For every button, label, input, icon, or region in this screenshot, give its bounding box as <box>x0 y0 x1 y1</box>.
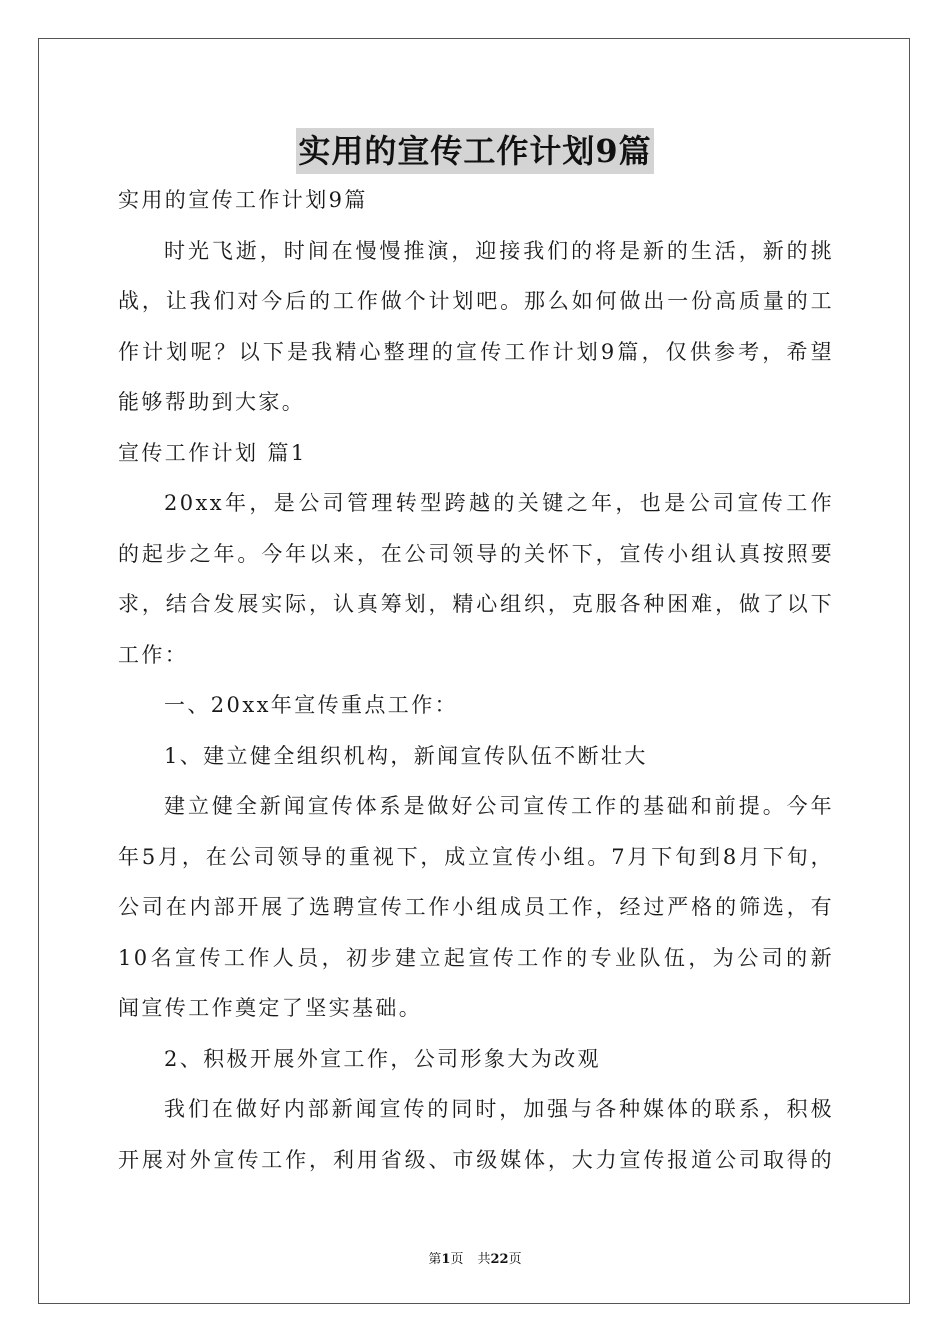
text-line: 的起步之年。今年以来，在公司领导的关怀下，宣传小组认真按照要 <box>118 541 834 566</box>
text-line: 能够帮助到大家。 <box>118 390 306 414</box>
text-line: 1、建立健全组织机构，新闻宣传队伍不断壮大 <box>164 743 648 768</box>
text-line: 建立健全新闻宣传体系是做好公司宣传工作的基础和前提。今年 <box>164 794 834 818</box>
text-line: 一、20xx年宣传重点工作： <box>164 693 459 717</box>
text-line: 2、积极开展外宣工作，公司形象大为改观 <box>164 1046 601 1071</box>
text-line: 我们在做好内部新闻宣传的同时，加强与各种媒体的联系，积极 <box>164 1097 834 1121</box>
text-line: 10名宣传工作人员，初步建立起宣传工作的专业队伍，为公司的新 <box>118 945 834 970</box>
title-container <box>0 128 950 174</box>
text-line: 20xx年，是公司管理转型跨越的关键之年，也是公司宣传工作 <box>164 491 834 515</box>
text-line: 作计划呢？以下是我精心整理的宣传工作计划9篇，仅供参考，希望 <box>118 339 834 364</box>
page-number-label: 第1页 <box>428 1252 464 1267</box>
text-line: 时光飞逝，时间在慢慢推演，迎接我们的将是新的生活，新的挑 <box>164 238 834 263</box>
page-total-label: 共22页 <box>477 1252 522 1267</box>
text-line: 开展对外宣传工作，利用省级、市级媒体，大力宣传报道公司取得的 <box>118 1147 834 1172</box>
text-line: 工作： <box>118 642 189 667</box>
paragraph-lines <box>118 226 834 1186</box>
text-line: 公司在内部开展了选聘宣传工作小组成员工作，经过严格的筛选，有 <box>118 895 834 919</box>
document-body <box>118 175 834 1185</box>
text-line: 宣传工作计划 篇1 <box>118 440 307 465</box>
text-line: 战，让我们对今后的工作做个计划吧。那么如何做出一份高质量的工 <box>118 289 834 313</box>
page-footer <box>0 1248 950 1267</box>
document-title: 实用的宣传工作计划9篇 <box>296 128 653 174</box>
text-line: 闻宣传工作奠定了坚实基础。 <box>118 996 423 1020</box>
document-subtitle: 实用的宣传工作计划9篇 <box>118 188 368 212</box>
text-line: 求，结合发展实际，认真筹划，精心组织，克服各种困难，做了以下 <box>118 592 834 616</box>
text-line: 年5月，在公司领导的重视下，成立宣传小组。7月下旬到8月下旬， <box>118 844 834 869</box>
